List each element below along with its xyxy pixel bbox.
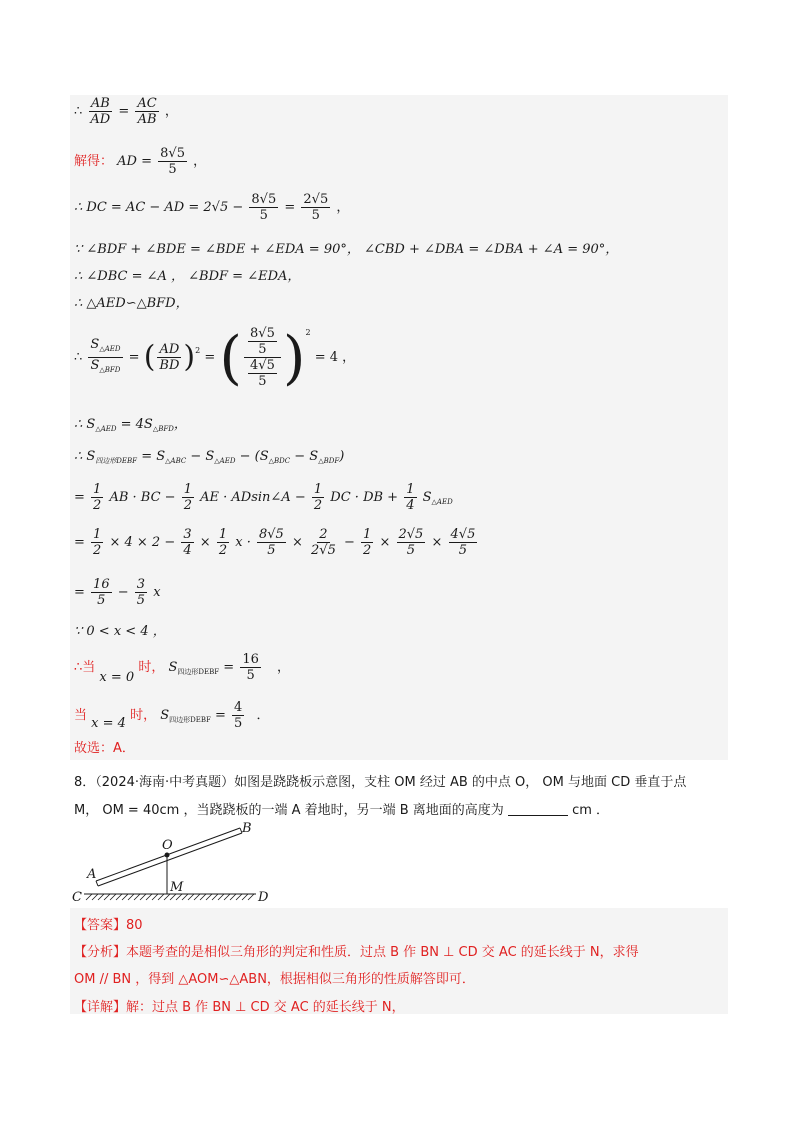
answer-line: 【答案】80 bbox=[74, 918, 143, 933]
question-line-1: 8．（2024·海南·中考真题）如图是跷跷板示意图，支柱 OM 经过 AB 的中点 O， OM 与地面 CD 垂直于点 bbox=[74, 775, 687, 790]
solution-line-8: ∴ $S_{\triangle AED} = 4S_{\triangle BFD}$， bbox=[74, 417, 187, 433]
point-o bbox=[165, 853, 170, 858]
label-o: O bbox=[162, 838, 173, 853]
solution-line-15: 当 x = 4 时， $S_{四边形DEBF}$ = $\frac{4}{5}$ ． bbox=[74, 700, 270, 731]
solution-line-4: ∵ ∠BDF + ∠BDE = ∠BDE + ∠EDA = 90°， ∠CBD + ∠DBA = ∠DBA + ∠A = 90°， bbox=[74, 242, 619, 257]
question-line-2: M， OM = 40cm ，当跷跷板的一端 A 着地时，另一端 B 离地面的高度为 cm ． bbox=[74, 803, 610, 818]
label-c: C bbox=[72, 890, 82, 905]
solution-line-2: 解得： AD = $\frac{8√5}{5}$ ， bbox=[74, 146, 207, 177]
solution-line-14: ∴当 x = 0 时， $S_{四边形DEBF}$ = $\frac{16}{5}$ ， bbox=[74, 652, 291, 685]
solution-line-10: = $\frac{1}{2}$ AB · BC − $\frac{1}{2}$ AE · ADsin∠A − $\frac{1}{2}$ DC · DB + $\frac{1}{4}$ $S_{\triangle AED}$ bbox=[74, 482, 453, 513]
label-a: A bbox=[87, 867, 97, 882]
solution-line-1: ∴ $\frac{AB}{AD}$ = $\frac{AC}{AB}$ ， bbox=[74, 96, 178, 127]
analysis-line-2: OM // BN ，得到 △AOM∽△ABN，根据相似三角形的性质解答即可． bbox=[74, 972, 475, 987]
analysis-line-1: 【分析】本题考查的是相似三角形的判定和性质．过点 B 作 BN ⊥ CD 交 AC 的延长线于 N，求得 bbox=[74, 945, 639, 960]
label-b: B bbox=[242, 821, 252, 836]
solution-line-13: ∵ 0 < x < 4 ， bbox=[74, 624, 166, 639]
seesaw-figure bbox=[70, 818, 300, 910]
label-m: M bbox=[170, 880, 184, 895]
solution-line-7: ∴ $\frac{S_{\triangle AED}}{S_{\triangle BFD}}$ = ( $\frac{AD}{BD}$ )$^2$ = ( $\frac{\frac{8√5}{5}}{\frac{4√5}{5}}$ )$^2$ = 4 ， bbox=[74, 323, 356, 392]
solution-line-6: ∴ △AED∽△BFD， bbox=[74, 296, 189, 311]
solution-line-12: = $\frac{16}{5}$ − $\frac{3}{5}$ x bbox=[74, 577, 161, 608]
solution-line-3: ∴ DC = AC − AD = 2√5 − $\frac{8√5}{5}$ = $\frac{2√5}{5}$ ， bbox=[74, 192, 350, 223]
solution-line-9: ∴ $S_{四边形DEBF} = S_{\triangle ABC} - S_{\triangle AED} - (S_{\triangle BDC} - S_{\triangle BDF})$ bbox=[74, 449, 345, 465]
solution-line-5: ∴ ∠DBC = ∠A ， ∠BDF = ∠EDA， bbox=[74, 269, 301, 284]
label-d: D bbox=[258, 890, 269, 905]
seesaw-board bbox=[96, 828, 242, 886]
detail-line: 【详解】解：过点 B 作 BN ⊥ CD 交 AC 的延长线于 N， bbox=[74, 1000, 405, 1015]
solution-choice: 故选：A． bbox=[74, 741, 135, 756]
solution-line-11: = $\frac{1}{2}$ × 4 × 2 − $\frac{3}{4}$ × $\frac{1}{2}$ x · $\frac{8√5}{5}$ × $\frac{2}{2√5}$ − $\frac{1}{2}$ × $\frac{2√5}{5}$ × $\frac{4√5}{5}$ bbox=[74, 527, 476, 558]
answer-blank bbox=[508, 803, 568, 816]
